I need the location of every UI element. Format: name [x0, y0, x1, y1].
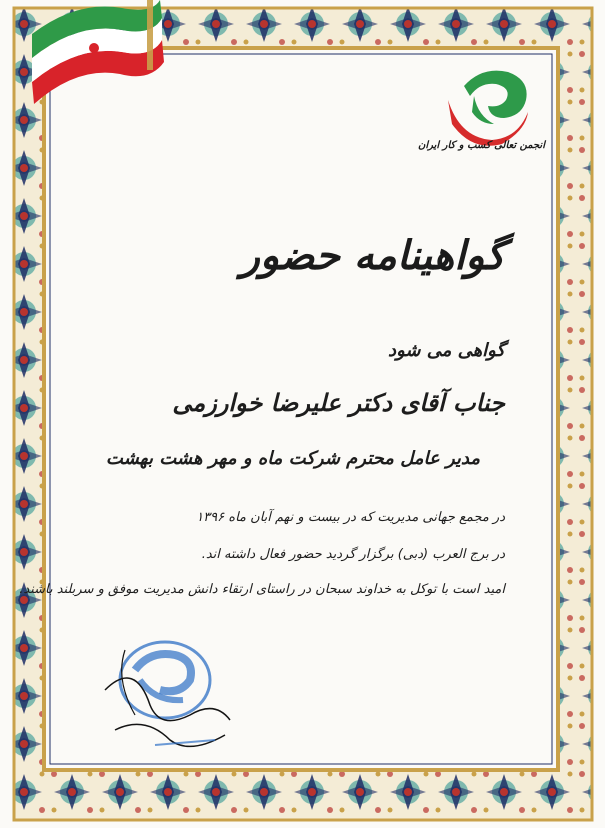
body-line-2: در برج العرب (دبی) برگزار گردید حضور فعال داشته اند. — [201, 547, 505, 562]
body-line-3: امید است با توکل به خداوند سبحان در راستای ارتقاء دانش مدیریت موفق و سربلند باشند. — [19, 582, 505, 597]
logo-caption: انجمن تعالی کسب و کار ایران — [417, 140, 545, 151]
recipient-name: جناب آقای دکتر علیرضا خوارزمی — [172, 388, 505, 417]
certificate-title: گواهینامه حضور — [240, 232, 505, 279]
stamp-and-signature — [95, 620, 245, 770]
certificate-intro: گواهی می شود — [388, 340, 505, 361]
body-line-1: در مجمع جهانی مدیریت که در بیست و نهم آبان ماه ۱۳۹۶ — [196, 510, 505, 525]
recipient-position: مدیر عامل محترم شرکت ماه و مهر هشت بهشت — [105, 448, 480, 469]
